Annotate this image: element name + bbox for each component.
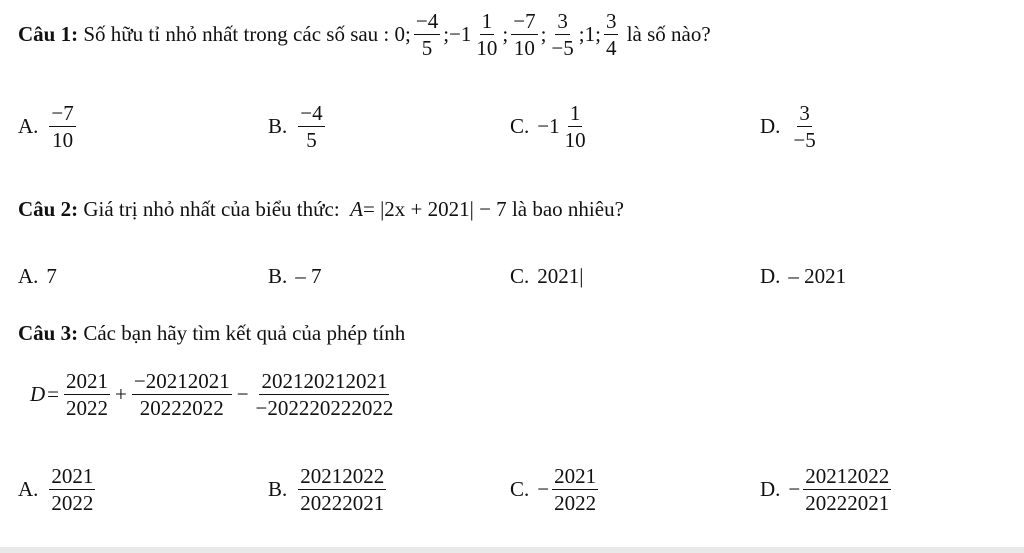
q3-fraction-3: $\frac{202120212021}{-202220222022}$ — [255, 369, 394, 421]
q1-option-d[interactable]: D. $\frac{3}{-5}$ — [760, 101, 816, 153]
q3-expression: D = $\frac{2021}{2022}$ + $\frac{-20212021}{20222022}$ − $\frac{202120212021}{-202220222022}$ — [30, 369, 394, 421]
bottom-divider — [0, 547, 1024, 553]
question-1-label: Câu 1: — [18, 22, 79, 47]
question-3-text: Các bạn hãy tìm kết quả của phép tính — [83, 321, 406, 345]
q1-fraction-2: $\frac{1}{10}$ — [476, 9, 498, 61]
question-2-label: Câu 2: — [18, 197, 79, 221]
question-3 — [18, 321, 405, 346]
q1-fraction-5: $\frac{3}{4}$ — [605, 9, 617, 61]
q1-fraction-4: $\frac{3}{-5}$ — [551, 9, 574, 61]
q2-expression: = |2x + 2021| − 7 — [362, 197, 507, 221]
q3-fraction-1: $\frac{2021}{2022}$ — [66, 369, 109, 421]
question-2 — [18, 197, 624, 222]
q2-option-c[interactable]: C. 2021| — [510, 264, 584, 288]
q3-option-c[interactable]: C. − $\frac{2021}{2022}$ — [510, 464, 597, 516]
q1-option-a[interactable]: A. $\frac{-7}{10}$ — [18, 101, 74, 153]
question-3-label: Câu 3: — [18, 321, 79, 345]
question-1: Câu 1: Số hữu tỉ nhỏ nhất trong các số sau : 0; $\frac{-4}{5}$ ; −1 $\frac{1}{10}$ ; $\frac{-7}{10}$ ; $\frac{3}{-5}$ ;1; $\frac{3}{4}$ là số nào? — [18, 9, 711, 61]
q3-option-d[interactable]: D. − $\frac{20212022}{20222021}$ — [760, 464, 890, 516]
q2-option-a[interactable]: A. 7 — [18, 264, 57, 288]
question-2-tail: là bao nhiêu? — [511, 197, 624, 221]
question-1-tail: là số nào? — [626, 22, 711, 47]
q2-option-d[interactable]: D. – 2021 — [760, 264, 847, 288]
q3-fraction-2: $\frac{-20212021}{20222022}$ — [133, 369, 230, 421]
q1-fraction-1: $\frac{-4}{5}$ — [415, 9, 439, 61]
q1-option-c[interactable]: C. −1 $\frac{1}{10}$ — [510, 101, 586, 153]
question-1-text: Số hữu tỉ nhỏ nhất trong các số sau : 0; — [83, 22, 411, 47]
q1-option-b[interactable]: B. $\frac{-4}{5}$ — [268, 101, 323, 153]
q3-option-b[interactable]: B. $\frac{20212022}{20222021}$ — [268, 464, 385, 516]
q3-option-a[interactable]: A. $\frac{2021}{2022}$ — [18, 464, 94, 516]
question-2-text: Giá trị nhỏ nhất của biểu thức: — [83, 197, 340, 221]
q1-fraction-3: $\frac{-7}{10}$ — [513, 9, 536, 61]
q2-expr-var: A — [350, 197, 363, 221]
q1-mixed-whole: −1 — [449, 22, 472, 47]
q2-option-b[interactable]: B. – 7 — [268, 264, 322, 288]
